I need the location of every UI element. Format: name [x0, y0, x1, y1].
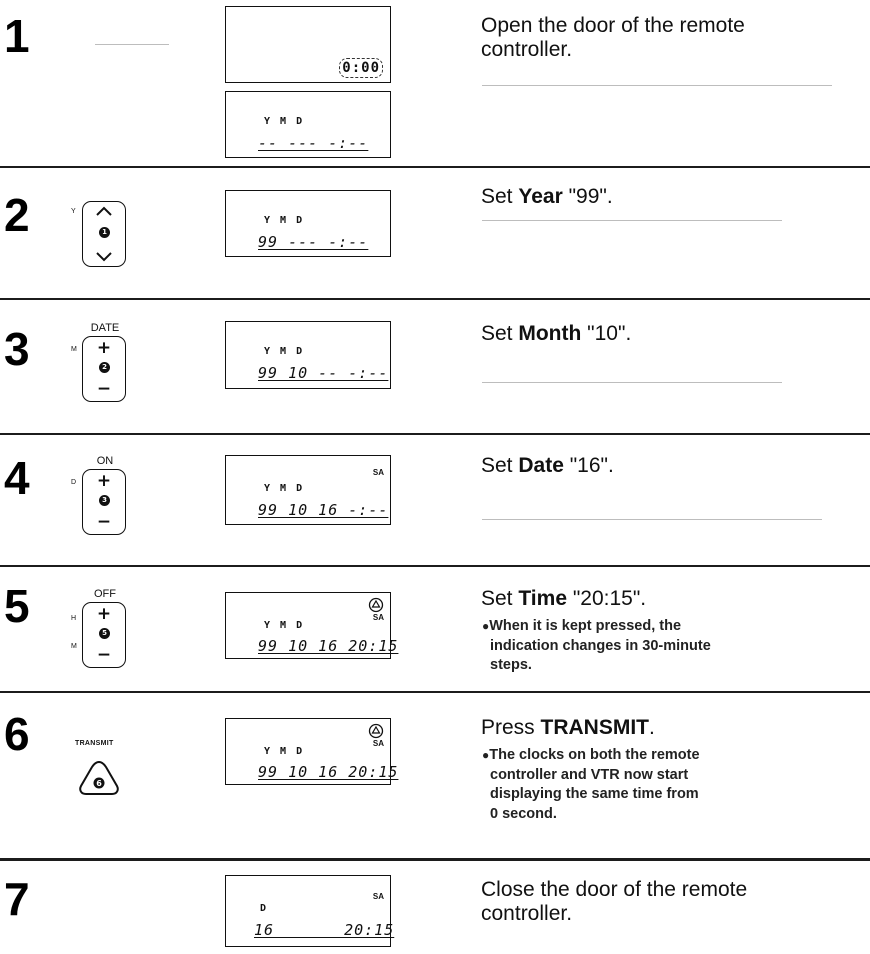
note-line-2: indication changes in 30-minute — [490, 637, 711, 654]
scan-smudge — [482, 220, 782, 221]
instruction-prefix: Set — [481, 322, 519, 345]
instruction-keyword: Month — [518, 322, 582, 345]
lcd-digits: 99 10 16 20:15 — [258, 763, 399, 781]
step-1-instruction — [481, 14, 870, 62]
note-text: When it is kept pressed, the — [489, 618, 682, 634]
lcd-digits: 99 10 16 20:15 — [258, 637, 399, 655]
plus-icon: + — [96, 338, 112, 358]
instruction-line-1: Open the door of the remote — [481, 14, 745, 37]
instruction-keyword: Year — [518, 185, 563, 208]
scan-smudge — [482, 382, 782, 383]
button-side-label: D — [71, 479, 77, 486]
lcd-display — [225, 718, 399, 785]
note-line-3: displaying the same time from — [490, 786, 699, 802]
lcd-digits: 99 10 16 -:-- — [258, 501, 389, 519]
instruction-keyword: Date — [518, 454, 564, 477]
note-text: The clocks on both the remote — [489, 747, 700, 763]
transmit-button[interactable] — [77, 759, 121, 799]
instruction-suffix: "16". — [563, 454, 614, 477]
day-of-week-badge: SA — [372, 613, 384, 622]
year-key[interactable] — [82, 201, 126, 267]
date-key[interactable] — [82, 336, 126, 402]
button-side-label: M — [71, 346, 77, 353]
button-label: ON — [96, 455, 114, 467]
step-5 — [0, 567, 870, 690]
lcd-display — [225, 190, 391, 257]
day-of-week-badge: SA — [372, 739, 384, 748]
bullet-icon: ● — [482, 748, 490, 762]
button-side-label-bottom: M — [71, 643, 77, 650]
instruction-line-1: Close the door of the remote — [481, 878, 748, 901]
step-3 — [0, 300, 870, 432]
note-line-4: 0 second. — [490, 805, 557, 822]
step-4 — [0, 435, 870, 564]
note-line-1 — [482, 746, 842, 766]
off-key[interactable] — [82, 602, 126, 668]
step-badge-icon: 6 — [96, 779, 102, 788]
lcd-labels: Y M D — [264, 746, 305, 757]
instruction-suffix: "20:15". — [567, 587, 647, 610]
lcd-display — [225, 592, 399, 659]
scan-smudge — [95, 44, 169, 45]
chevron-down-icon — [83, 251, 125, 263]
instruction-keyword: TRANSMIT — [540, 716, 650, 739]
step-badge-icon: 1 — [99, 227, 110, 238]
step-5-note — [482, 617, 842, 676]
step-7 — [0, 861, 870, 954]
lcd-digits: -- --- -:-- — [258, 134, 369, 152]
button-label: DATE — [90, 322, 120, 334]
note-line-2: controller and VTR now start — [490, 766, 689, 783]
step-6-instruction — [481, 716, 870, 740]
step-3-instruction — [481, 322, 870, 346]
button-label: TRANSMIT — [75, 740, 114, 747]
lcd-digits: 99 10 -- -:-- — [258, 364, 389, 382]
step-2-instruction — [481, 185, 870, 209]
lcd-display — [225, 875, 395, 947]
step-2 — [0, 168, 870, 297]
scan-smudge — [482, 85, 832, 86]
step-5-instruction — [481, 587, 870, 611]
lcd-display — [225, 321, 391, 389]
bullet-icon: ● — [482, 619, 490, 633]
step-number: 7 — [4, 873, 30, 925]
lcd-digits: 16 20:15 — [254, 921, 395, 939]
scan-smudge — [482, 519, 822, 520]
instruction-line-2: controller. — [481, 38, 573, 61]
step-4-instruction — [481, 454, 870, 478]
instruction-suffix: "99". — [562, 185, 613, 208]
button-side-label: Y — [71, 208, 76, 215]
day-of-week-badge: SA — [372, 892, 384, 901]
day-of-week-badge: SA — [372, 468, 384, 477]
lcd-labels: Y M D — [264, 483, 305, 494]
minus-icon: − — [96, 512, 112, 532]
button-side-label-top: H — [71, 615, 77, 622]
lcd-display — [225, 455, 391, 525]
step-number: 3 — [4, 323, 30, 375]
lcd-display-closed-door — [225, 6, 391, 83]
note-line-3: steps. — [490, 657, 532, 673]
lcd-labels: Y M D — [264, 620, 305, 631]
lcd-labels: Y M D — [264, 346, 305, 357]
lcd-labels: Y M D — [264, 215, 305, 226]
minus-icon: − — [96, 379, 112, 399]
plus-icon: + — [96, 471, 112, 491]
step-7-instruction — [481, 878, 870, 926]
lcd-digits: 99 --- -:-- — [258, 233, 369, 251]
lcd-labels: D — [260, 903, 269, 914]
button-label: OFF — [94, 588, 116, 600]
step-badge-icon: 5 — [99, 628, 110, 639]
instruction-prefix: Set — [481, 587, 519, 610]
instruction-suffix: "10". — [581, 322, 632, 345]
on-key[interactable] — [82, 469, 126, 535]
step-badge-icon: 2 — [99, 362, 110, 373]
instruction-suffix: . — [649, 716, 655, 739]
step-6-note — [482, 746, 842, 824]
lcd-labels: Y M D — [264, 116, 305, 127]
step-badge-icon: 3 — [99, 495, 110, 506]
lcd-display-date — [225, 91, 391, 158]
step-number: 1 — [4, 10, 30, 62]
instruction-prefix: Set — [481, 185, 519, 208]
step-number: 5 — [4, 580, 30, 632]
note-line-1 — [482, 617, 842, 637]
minus-icon: − — [96, 645, 112, 665]
step-1 — [0, 0, 870, 166]
instruction-keyword: Time — [518, 587, 567, 610]
instruction-prefix: Set — [481, 454, 519, 477]
chevron-up-icon — [83, 205, 125, 217]
step-number: 4 — [4, 452, 30, 504]
instruction-prefix: Press — [481, 716, 541, 739]
step-number: 6 — [4, 708, 30, 760]
blinking-clock-display: 0:00 — [339, 58, 383, 78]
instruction-line-2: controller. — [481, 902, 573, 925]
step-number: 2 — [4, 189, 30, 241]
plus-icon: + — [96, 604, 112, 624]
